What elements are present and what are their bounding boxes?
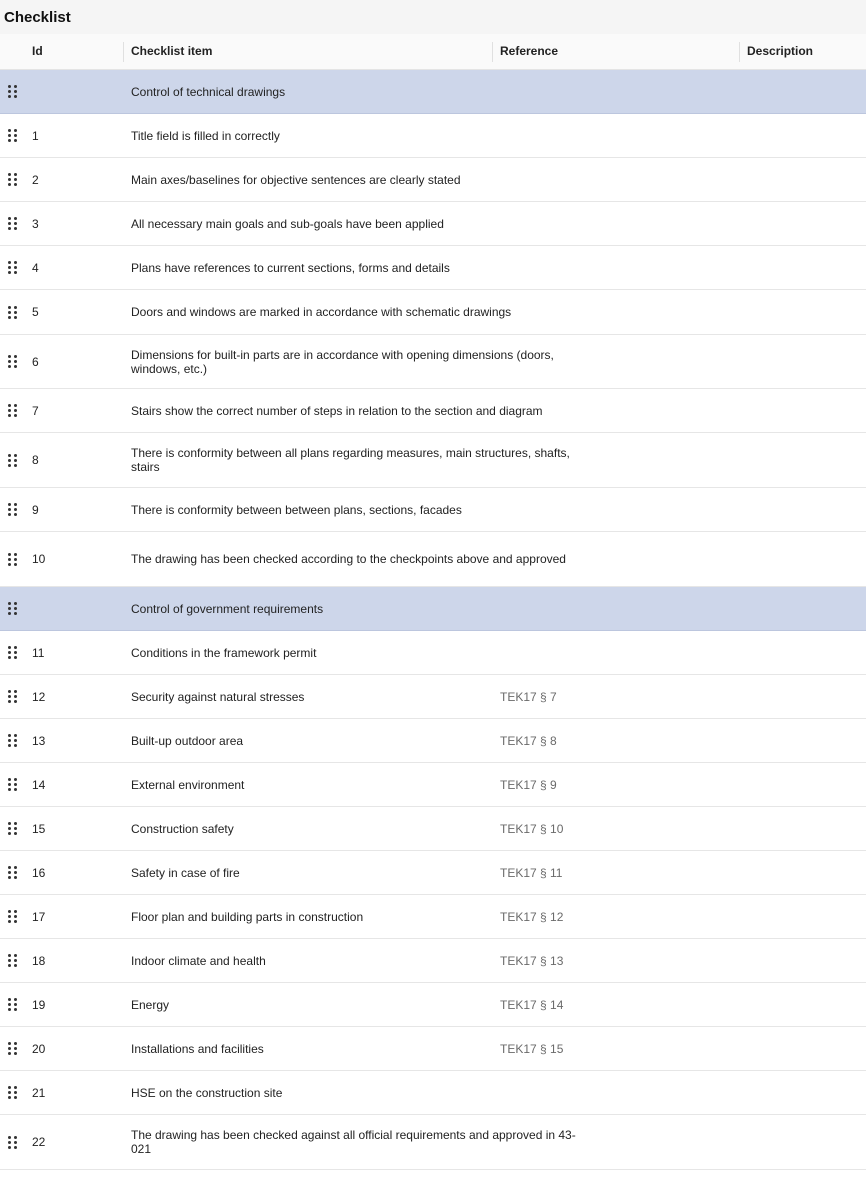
drag-handle-icon[interactable]	[6, 851, 18, 894]
row-description[interactable]	[747, 433, 857, 487]
row-description[interactable]	[747, 1071, 857, 1114]
drag-handle-icon[interactable]	[6, 939, 18, 982]
row-reference: TEK17 § 14	[500, 997, 564, 1012]
column-header-description[interactable]: Description	[747, 44, 814, 58]
row-id: 21	[32, 1085, 46, 1100]
drag-handle-icon[interactable]	[6, 807, 18, 850]
row-reference	[500, 246, 700, 289]
row-id	[32, 70, 112, 113]
group-title: Control of technical drawings	[131, 84, 286, 99]
row-reference	[500, 532, 700, 586]
row-description[interactable]	[747, 1027, 857, 1070]
row-reference	[500, 389, 700, 432]
row-description[interactable]	[747, 763, 857, 806]
drag-handle-icon[interactable]	[6, 587, 18, 630]
row-reference: TEK17 § 9	[500, 777, 557, 792]
drag-handle-icon[interactable]	[6, 532, 18, 586]
table-row[interactable]	[0, 114, 866, 158]
table-row[interactable]	[0, 532, 866, 587]
row-description[interactable]	[747, 158, 857, 201]
checklist-item-text: There is conformity between between plans, sections, facades	[131, 502, 462, 517]
table-row[interactable]	[0, 895, 866, 939]
row-id: 7	[32, 403, 39, 418]
checklist-item-text: All necessary main goals and sub-goals have been applied	[131, 216, 444, 231]
row-id: 13	[32, 733, 46, 748]
row-id: 19	[32, 997, 46, 1012]
row-reference	[500, 290, 700, 334]
column-header-id[interactable]: Id	[32, 44, 43, 58]
table-row[interactable]	[0, 1071, 866, 1115]
table-row[interactable]	[0, 246, 866, 290]
row-description[interactable]	[747, 389, 857, 432]
table-row[interactable]	[0, 488, 866, 532]
drag-handle-icon[interactable]	[6, 70, 18, 113]
table-row[interactable]	[0, 158, 866, 202]
drag-handle-icon[interactable]	[6, 1115, 18, 1169]
drag-handle-icon[interactable]	[6, 335, 18, 388]
row-reference: TEK17 § 13	[500, 953, 564, 968]
table-row[interactable]	[0, 1115, 866, 1170]
row-id: 5	[32, 305, 39, 319]
drag-handle-icon[interactable]	[6, 246, 18, 289]
row-reference: TEK17 § 11	[500, 865, 563, 880]
row-description[interactable]	[747, 1115, 857, 1169]
checklist-item-text: External environment	[131, 777, 245, 792]
table-row[interactable]	[0, 1027, 866, 1071]
drag-handle-icon[interactable]	[6, 1071, 18, 1114]
table-row[interactable]	[0, 851, 866, 895]
row-reference	[500, 1115, 700, 1169]
checklist-item-text: The drawing has been checked according to the checkpoints above and approved	[131, 552, 566, 566]
row-description[interactable]	[747, 114, 857, 157]
checklist-item-text: Plans have references to current sections, forms and details	[131, 260, 450, 275]
row-reference	[500, 1071, 700, 1114]
row-reference	[500, 631, 700, 674]
row-id: 16	[32, 865, 46, 880]
row-description[interactable]	[747, 335, 857, 388]
row-reference	[500, 587, 700, 630]
table-row[interactable]	[0, 939, 866, 983]
row-description[interactable]	[747, 983, 857, 1026]
drag-handle-icon[interactable]	[6, 290, 18, 334]
checklist-item-text: Energy	[131, 997, 170, 1012]
checklist-item-text: There is conformity between all plans regarding measures, main structures, shafts, stairs	[131, 446, 570, 474]
row-description[interactable]	[747, 719, 857, 762]
row-id: 4	[32, 260, 39, 275]
row-reference: TEK17 § 10	[500, 821, 564, 836]
row-id: 9	[32, 502, 39, 517]
checklist-item-text: Title field is filled in correctly	[131, 128, 280, 143]
checklist-item-text: Stairs show the correct number of steps in relation to the section and diagram	[131, 403, 543, 418]
row-description[interactable]	[747, 290, 857, 334]
row-id: 17	[32, 909, 46, 924]
row-id: 1	[32, 128, 39, 143]
drag-handle-icon[interactable]	[6, 114, 18, 157]
row-reference	[500, 158, 700, 201]
checklist-item-text: Doors and windows are marked in accordance with schematic drawings	[131, 305, 512, 319]
column-header-reference[interactable]: Reference	[500, 44, 559, 58]
row-description[interactable]	[747, 70, 857, 113]
row-reference	[500, 70, 700, 113]
drag-handle-icon[interactable]	[6, 1027, 18, 1070]
row-description[interactable]	[747, 246, 857, 289]
row-reference: TEK17 § 7	[500, 689, 557, 704]
row-id	[32, 587, 112, 630]
row-description[interactable]	[747, 939, 857, 982]
table-row[interactable]	[0, 389, 866, 433]
table-group-row[interactable]	[0, 587, 866, 631]
column-resize-handle[interactable]	[739, 42, 740, 62]
row-reference	[500, 488, 700, 531]
row-description[interactable]	[747, 675, 857, 718]
table-row[interactable]	[0, 202, 866, 246]
row-id: 8	[32, 453, 39, 467]
checklist-item-text: Installations and facilities	[131, 1041, 264, 1056]
drag-handle-icon[interactable]	[6, 763, 18, 806]
table-row[interactable]	[0, 290, 866, 335]
row-description[interactable]	[747, 532, 857, 586]
row-id: 11	[32, 645, 45, 660]
checklist-item-text: Built-up outdoor area	[131, 733, 244, 748]
table-row[interactable]	[0, 983, 866, 1027]
checklist-item-text: Dimensions for built-in parts are in accordance with opening dimensions (doors, windows, etc.)	[131, 347, 554, 376]
checklist-item-text: Indoor climate and health	[131, 953, 266, 968]
group-title: Control of government requirements	[131, 601, 324, 616]
column-header-checklist-item[interactable]: Checklist item	[131, 44, 213, 58]
row-id: 18	[32, 953, 46, 968]
row-id: 10	[32, 552, 46, 566]
drag-handle-icon[interactable]	[6, 719, 18, 762]
checklist-item-text: Construction safety	[131, 821, 234, 836]
column-resize-handle[interactable]	[123, 42, 124, 62]
row-description[interactable]	[747, 851, 857, 894]
table-row[interactable]	[0, 807, 866, 851]
row-reference: TEK17 § 12	[500, 909, 564, 924]
row-id: 6	[32, 354, 39, 369]
table-row[interactable]	[0, 631, 866, 675]
row-id: 20	[32, 1041, 46, 1056]
row-reference	[500, 202, 700, 245]
checklist-item-text: Conditions in the framework permit	[131, 645, 317, 660]
row-reference: TEK17 § 15	[500, 1041, 564, 1056]
table-header	[0, 34, 866, 70]
drag-handle-icon[interactable]	[6, 895, 18, 938]
row-description[interactable]	[747, 895, 857, 938]
checklist-item-text: Security against natural stresses	[131, 689, 305, 704]
row-reference	[500, 433, 700, 487]
table-row[interactable]	[0, 675, 866, 719]
table-group-row[interactable]	[0, 70, 866, 114]
column-resize-handle[interactable]	[492, 42, 493, 62]
drag-handle-icon[interactable]	[6, 675, 18, 718]
row-description[interactable]	[747, 488, 857, 531]
drag-handle-icon[interactable]	[6, 631, 18, 674]
row-description[interactable]	[747, 202, 857, 245]
checklist-item-text: Floor plan and building parts in construction	[131, 909, 364, 924]
row-id: 22	[32, 1135, 46, 1149]
table-row[interactable]	[0, 763, 866, 807]
row-reference	[500, 114, 700, 157]
row-id: 2	[32, 172, 39, 187]
table-row[interactable]	[0, 719, 866, 763]
table-body	[0, 70, 866, 1170]
drag-handle-icon[interactable]	[6, 202, 18, 245]
row-reference	[500, 335, 700, 388]
checklist-item-text: Safety in case of fire	[131, 865, 240, 880]
panel-title: Checklist	[0, 0, 866, 34]
drag-handle-icon[interactable]	[6, 158, 18, 201]
row-reference: TEK17 § 8	[500, 733, 557, 748]
row-description[interactable]	[747, 807, 857, 850]
drag-handle-icon[interactable]	[6, 433, 18, 487]
row-description[interactable]	[747, 631, 857, 674]
table-row[interactable]	[0, 433, 866, 488]
row-id: 14	[32, 777, 46, 792]
drag-handle-icon[interactable]	[6, 983, 18, 1026]
checklist-item-text: HSE on the construction site	[131, 1085, 283, 1100]
row-description[interactable]	[747, 587, 857, 630]
row-id: 12	[32, 689, 46, 704]
checklist-item-text: The drawing has been checked against all official requirements and approved in 43-021	[131, 1128, 576, 1156]
checklist-item-text: Main axes/baselines for objective sentences are clearly stated	[131, 172, 461, 187]
row-id: 15	[32, 821, 46, 836]
drag-handle-icon[interactable]	[6, 389, 18, 432]
drag-handle-icon[interactable]	[6, 488, 18, 531]
table-row[interactable]	[0, 335, 866, 389]
row-id: 3	[32, 216, 39, 231]
